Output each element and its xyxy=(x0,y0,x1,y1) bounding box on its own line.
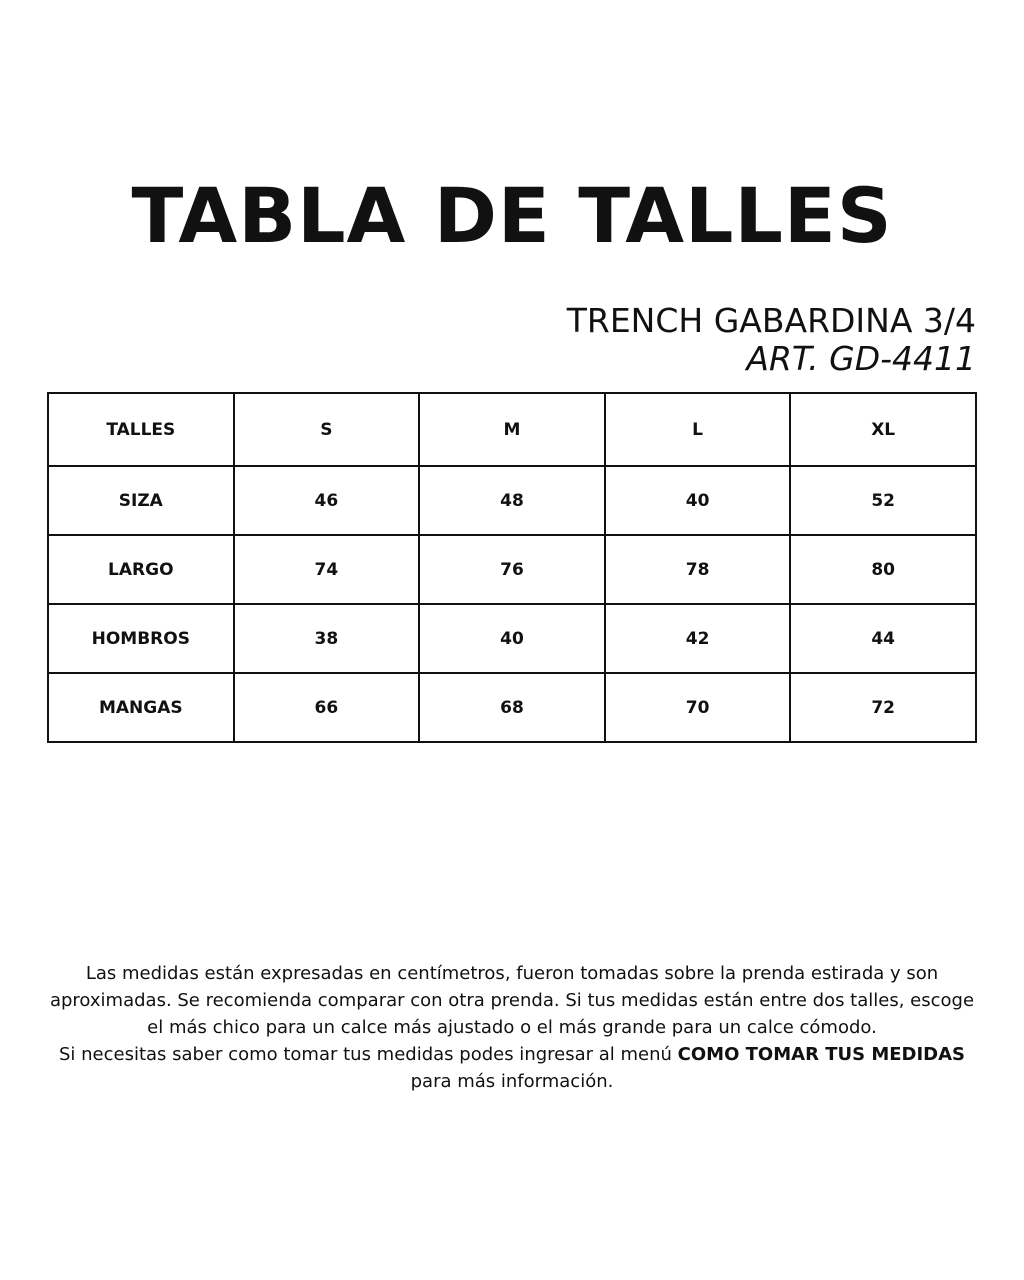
table-cell: 80 xyxy=(790,535,976,604)
row-label: SIZA xyxy=(48,466,234,535)
table-row xyxy=(48,535,976,604)
row-label: LARGO xyxy=(48,535,234,604)
table-cell: 52 xyxy=(790,466,976,535)
table-cell: 70 xyxy=(605,673,791,742)
product-info xyxy=(567,302,976,378)
header-cell-talles: TALLES xyxy=(48,393,234,466)
row-label: MANGAS xyxy=(48,673,234,742)
table-cell: 40 xyxy=(605,466,791,535)
product-name: TRENCH GABARDINA 3/4 xyxy=(566,301,976,340)
note-text-prefix: Si necesitas saber como tomar tus medidas podes ingresar al menú xyxy=(58,1044,678,1065)
table-cell: 46 xyxy=(234,466,420,535)
table-cell: 42 xyxy=(605,604,791,673)
table-cell: 48 xyxy=(419,466,605,535)
header-cell-s: S xyxy=(234,393,420,466)
table-cell: 74 xyxy=(234,535,420,604)
how-to-measure-menu-reference: COMO TOMAR TUS MEDIDAS xyxy=(677,1044,966,1065)
table-cell: 66 xyxy=(234,673,420,742)
note-text-suffix: para más información. xyxy=(410,1071,614,1092)
header-cell-m: M xyxy=(419,393,605,466)
table-row xyxy=(48,466,976,535)
header-cell-xl: XL xyxy=(790,393,976,466)
header-cell-l: L xyxy=(605,393,791,466)
note-text: Las medidas están expresadas en centímetros, fueron tomadas sobre la prenda estirada y son aproximadas. Se recomienda comparar con otra prenda. Si tus medidas están entre dos talles, escoge el más chico para un calce más ajustado o el más grande para un calce cómodo. xyxy=(49,963,975,1038)
table-row xyxy=(48,673,976,742)
page-title: TABLA DE TALLES xyxy=(131,171,893,260)
table-header-row xyxy=(48,393,976,466)
size-table xyxy=(47,392,977,743)
table-cell: 38 xyxy=(234,604,420,673)
table-cell: 78 xyxy=(605,535,791,604)
table-cell: 40 xyxy=(419,604,605,673)
product-article: ART. GD-4411 xyxy=(746,339,976,378)
table-cell: 76 xyxy=(419,535,605,604)
row-label: HOMBROS xyxy=(48,604,234,673)
measurement-note xyxy=(40,960,984,1095)
table-cell: 44 xyxy=(790,604,976,673)
table-row xyxy=(48,604,976,673)
table-cell: 72 xyxy=(790,673,976,742)
table-cell: 68 xyxy=(419,673,605,742)
